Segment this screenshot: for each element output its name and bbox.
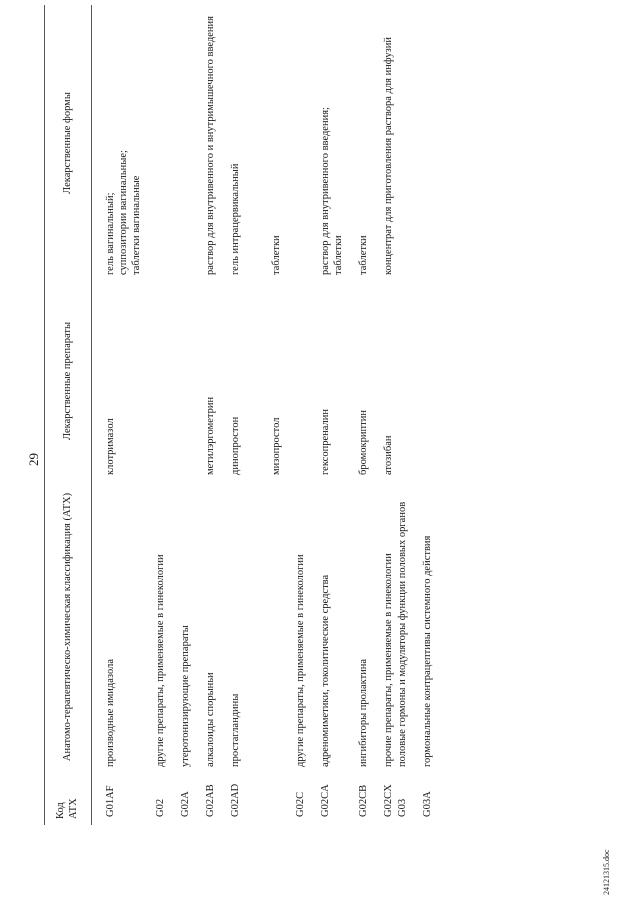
drug-name-line: мизопростол <box>270 417 282 475</box>
dosage-forms <box>180 5 205 281</box>
table-row <box>295 5 320 825</box>
dosage-form-line: гель вагинальный; <box>105 192 116 275</box>
table-row <box>205 5 230 825</box>
dosage-form-line: концентрат для приготовления раствора для инфузий <box>382 37 394 275</box>
dosage-forms <box>358 5 383 281</box>
atc-code: G02AD <box>229 783 241 817</box>
atc-classification: утеротонизирующие препараты <box>180 625 192 767</box>
drug-name: атозибан <box>382 435 394 475</box>
table-row <box>155 5 180 825</box>
header-drugs: Лекарственные препараты <box>45 281 92 481</box>
dosage-form-line: таблетки <box>357 235 369 275</box>
atc-code: G02A <box>180 791 192 817</box>
drug-name <box>295 281 320 481</box>
atc-code: G02CX <box>382 784 394 817</box>
atc-code: G02AB <box>204 784 216 817</box>
dosage-forms <box>92 5 156 281</box>
atc-code: G02CB <box>357 784 369 817</box>
atc-code: G02CA <box>320 784 332 817</box>
dosage-forms <box>205 5 230 281</box>
atc-classification: адреномиметики, токолитические средства <box>320 574 332 767</box>
dosage-forms <box>320 5 358 281</box>
dosage-form-line: раствор для внутривенного введения; <box>320 107 332 275</box>
drug-name: клотримазол <box>105 418 116 475</box>
drug-name: бромокриптин <box>357 410 369 475</box>
header-forms: Лекарственные формы <box>45 5 92 281</box>
dosage-forms <box>295 5 320 281</box>
dosage-form-line: таблетки <box>270 235 282 275</box>
dosage-form-line: раствор для внутривенного и внутримышечного введения <box>204 16 216 275</box>
drug-name: метилэргометрин <box>204 396 216 475</box>
dosage-form-line: таблетки вагинальные <box>130 175 142 275</box>
header-classification: Анатомо-терапевтическо-химическая классификация (АТХ) <box>45 481 92 773</box>
atc-classification: половые гормоны и модуляторы функции половых органов <box>397 501 409 767</box>
dosage-forms <box>383 5 398 281</box>
header-code: Код АТХ <box>45 773 92 825</box>
atc-code: G03A <box>422 791 434 817</box>
dosage-forms <box>155 5 180 281</box>
drug-name <box>422 281 447 481</box>
table-row <box>383 5 398 825</box>
table-row <box>358 5 383 825</box>
dosage-forms <box>230 5 296 281</box>
page-number: 29 <box>26 453 41 466</box>
atc-table <box>44 5 447 825</box>
dosage-form-line: суппозитории вагинальные; <box>117 150 129 275</box>
atc-classification: алкалоиды спорыньи <box>204 672 216 767</box>
drug-name <box>155 281 180 481</box>
atc-classification: другие препараты, применяемые в гинекологии <box>295 554 307 767</box>
atc-code: G02 <box>155 798 167 817</box>
table-header-row <box>45 5 92 825</box>
atc-classification: другие препараты, применяемые в гинекологии <box>155 554 167 767</box>
drug-name <box>397 281 422 481</box>
dosage-form-line: таблетки <box>332 235 344 275</box>
table-row <box>92 5 156 825</box>
drug-name <box>180 281 205 481</box>
table-row <box>320 5 358 825</box>
atc-classification: простагландины <box>229 693 241 767</box>
table-row <box>422 5 447 825</box>
dosage-forms <box>397 5 422 281</box>
dosage-form-line: гель интрацервикальный <box>229 163 241 275</box>
drug-name-line: динопростон <box>229 416 241 475</box>
atc-classification: производные имидазола <box>105 658 116 767</box>
atc-classification: прочие препараты, применяемые в гинекологии <box>382 553 394 767</box>
atc-classification: ингибиторы пролактина <box>357 658 369 767</box>
atc-code: G03 <box>397 798 409 817</box>
atc-code: G01AF <box>105 785 116 817</box>
table-row <box>397 5 422 825</box>
drug-name <box>230 281 296 481</box>
drug-name: гексопреналин <box>320 409 332 475</box>
atc-code: G02C <box>295 791 307 817</box>
table-row <box>230 5 296 825</box>
dosage-forms <box>422 5 447 281</box>
table-row <box>180 5 205 825</box>
atc-classification: гормональные контрацептивы системного действия <box>422 535 434 767</box>
document-footer: 24121315.doc <box>602 849 611 895</box>
